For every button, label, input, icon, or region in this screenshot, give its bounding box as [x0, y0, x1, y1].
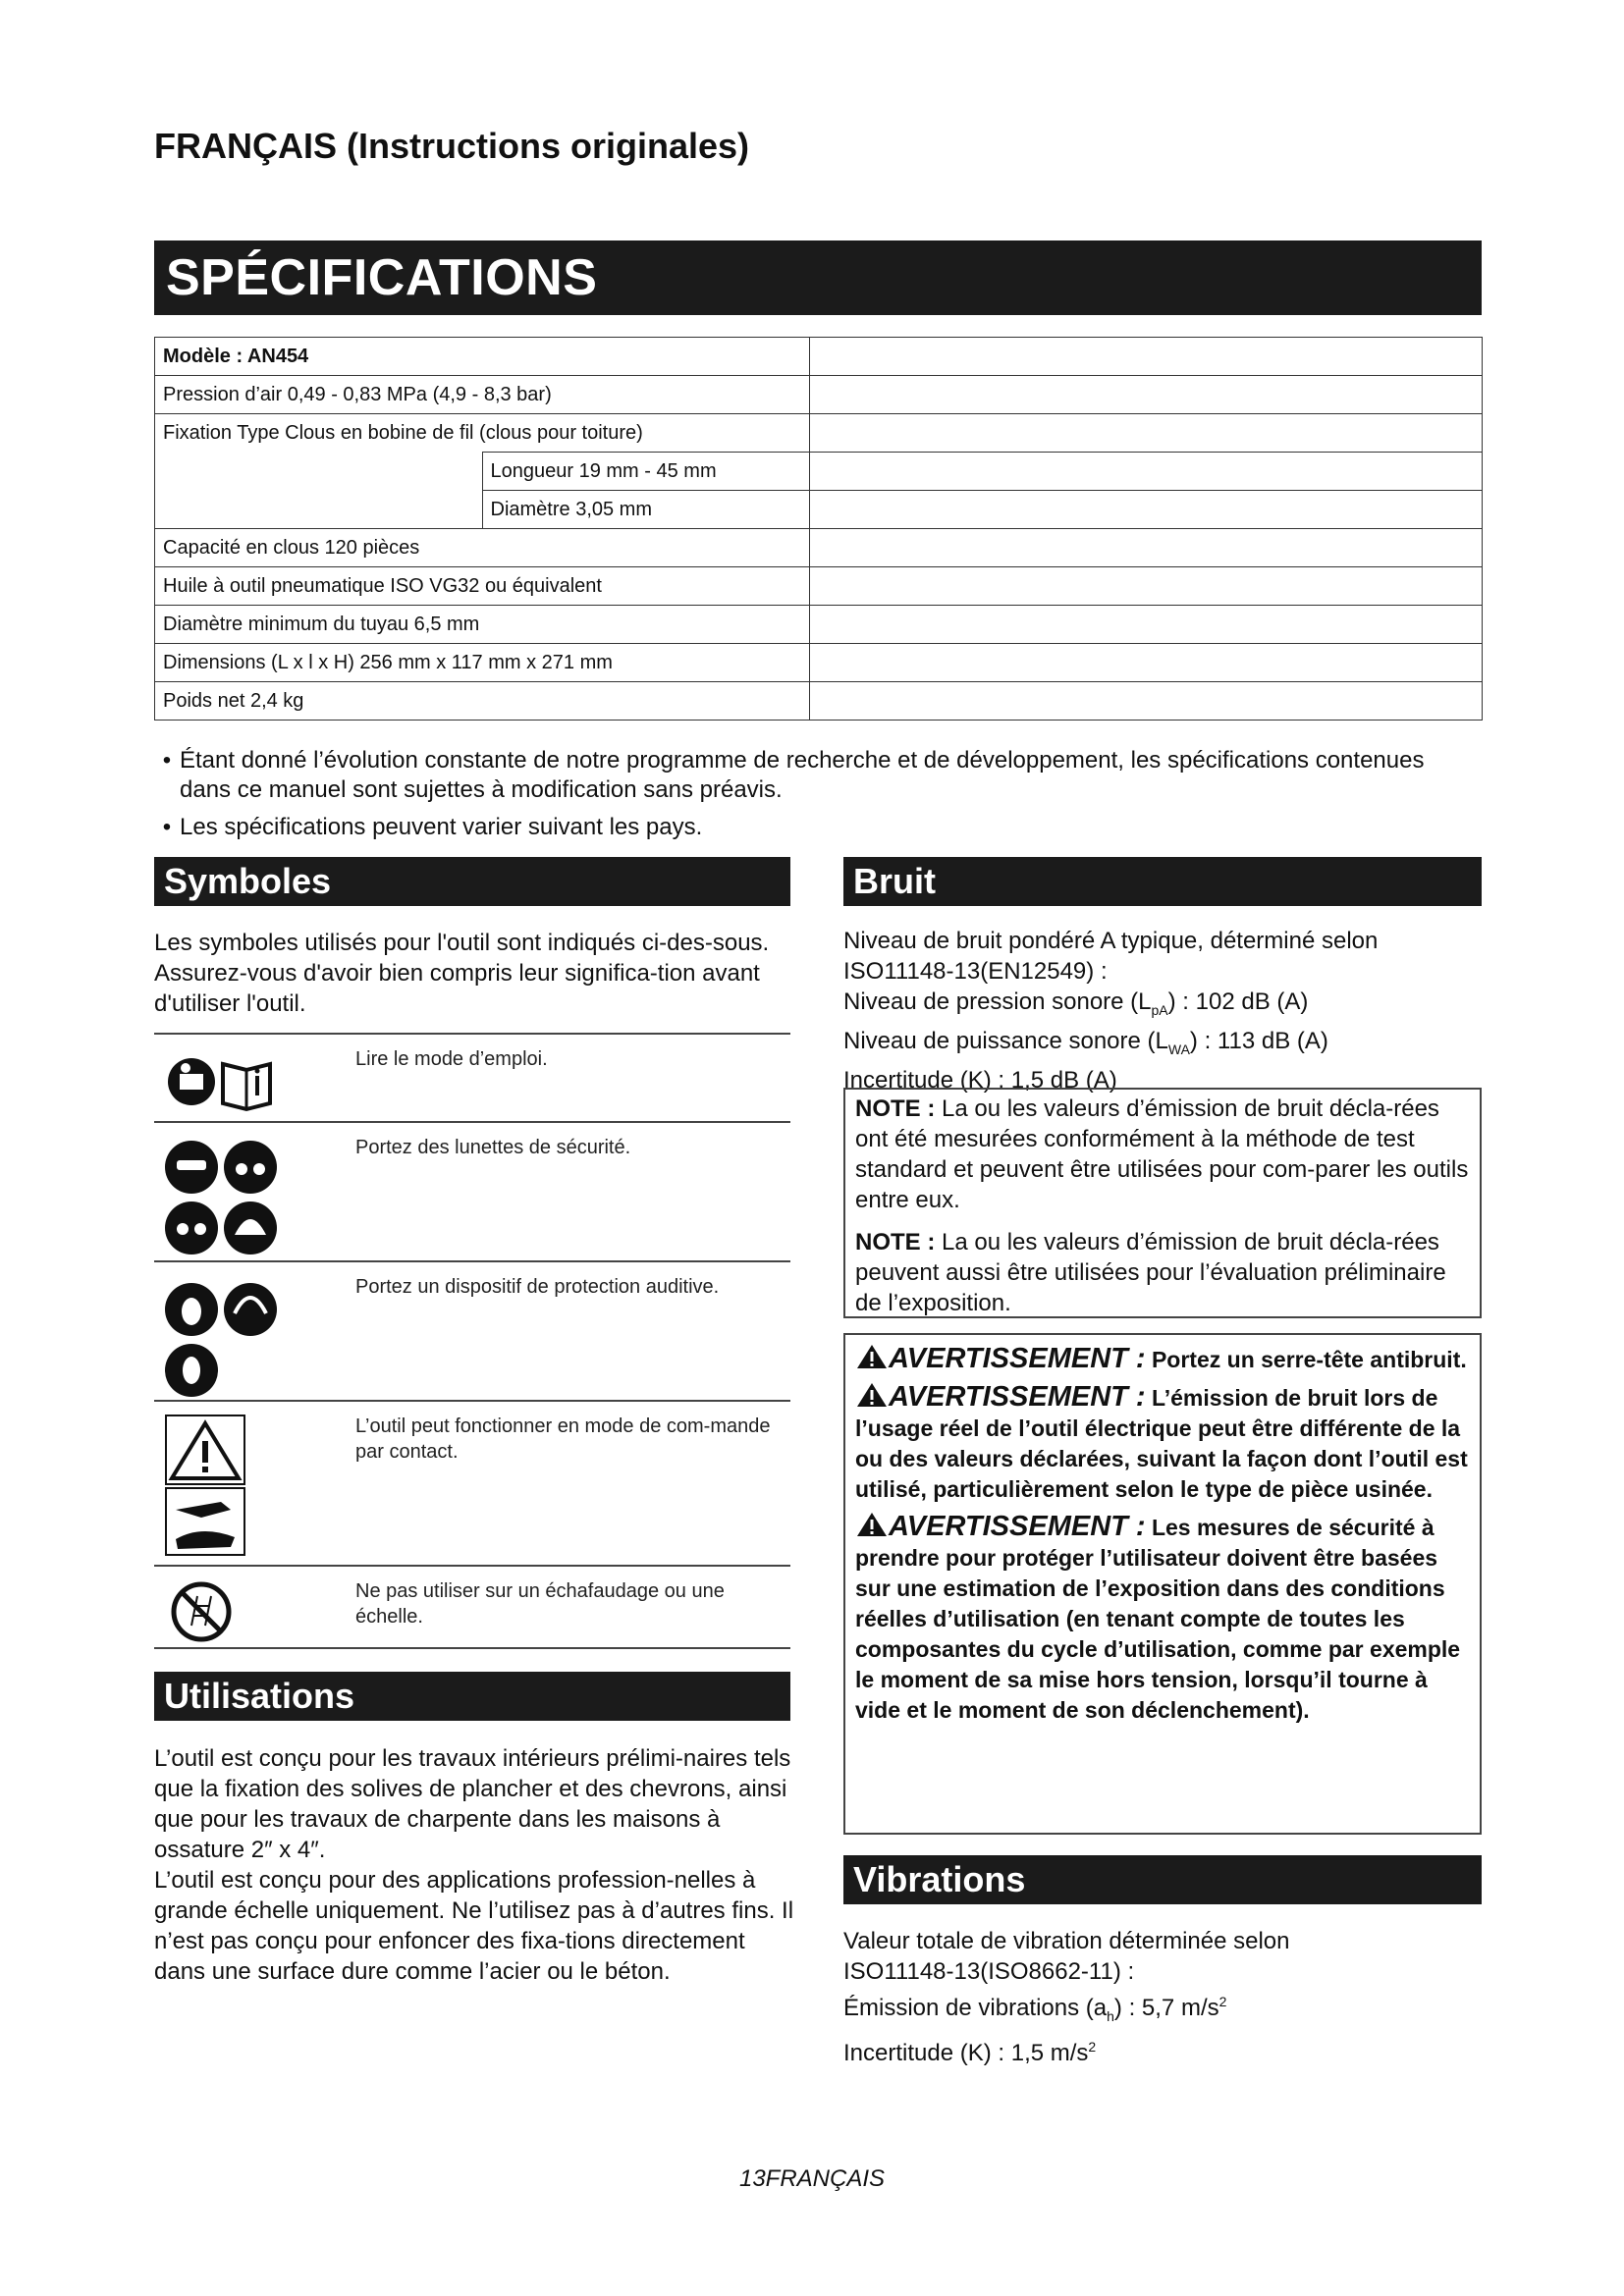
empty-cell [810, 529, 1483, 567]
earmuff-icon [224, 1283, 277, 1336]
empty-cell [810, 453, 1483, 491]
vibration-line: ISO11148-13(ISO8662-11) : [843, 1958, 1135, 1985]
empty-cell [810, 567, 1483, 606]
warning-paragraph: AVERTISSEMENT : L’émission de bruit lors de l’usage réel de l’outil électrique peut être différente de la ou des valeurs déclarées, suivant la façon dont l’outil est utilisé, particulièrement selon le type de pièce usinée. [855, 1381, 1468, 1502]
symbol-description: L’outil peut fonctionner en mode de com-mande par contact. [355, 1415, 771, 1463]
model-cell: Modèle : AN454 [155, 338, 810, 376]
goggles-icon [224, 1141, 277, 1194]
symbol-row [154, 1400, 790, 1567]
table-row [155, 414, 1483, 453]
spec-notes [154, 746, 1489, 850]
warning-triangle-icon [855, 1343, 889, 1370]
read-manual-icon [168, 1058, 215, 1105]
page-language-title: FRANÇAIS (Instructions originales) [154, 126, 750, 166]
warning-paragraph: AVERTISSEMENT : Les mesures de sécurité à prendre pour protéger l’utilisateur doivent être basées sur une estimation de l’exposition dans des conditions réelles d’utilisation (en tenant compte de toutes les composantes du cycle d’utilisation, comme par exemple le moment de sa mise hors tension, lorsqu’il tourne à vide et le moment de son déclenchement). [855, 1511, 1461, 1723]
page-number: 13FRANÇAIS [738, 2165, 886, 2192]
symbol-icons [162, 1576, 241, 1650]
specifications-banner: SPÉCIFICATIONS [154, 240, 1482, 315]
table-row [155, 682, 1483, 721]
specifications-table [154, 337, 1483, 721]
face-shield-icon [165, 1141, 218, 1194]
bruit-line: Niveau de puissance sonore $(L_{WA})$ : 113 dB (A) [843, 1027, 1328, 1057]
symbol-description: Ne pas utiliser sur un échafaudage ou une échelle. [355, 1580, 725, 1628]
bruit-values [843, 926, 1491, 1095]
table-row [155, 491, 1483, 529]
warning-triangle-icon [855, 1511, 889, 1538]
no-ladder-icon [174, 1584, 229, 1639]
symbol-row [154, 1260, 790, 1402]
symbol-icons [162, 1412, 260, 1564]
bruit-line: ISO11148-13(EN12549) : [843, 958, 1108, 985]
table-row [155, 338, 1483, 376]
spec-subcell: Diamètre 3,05 mm [482, 491, 810, 529]
warning-paragraph: AVERTISSEMENT : Portez un serre-tête antibruit. [855, 1343, 1470, 1375]
bruit-line: Niveau de bruit pondéré A typique, déterminé selon [843, 928, 1379, 954]
symbol-row [154, 1121, 790, 1262]
symbol-description: Portez des lunettes de sécurité. [355, 1137, 631, 1158]
note-paragraph: NOTE : La ou les valeurs d’émission de bruit décla-rées peuvent aussi être utilisées pour l’évaluation préliminaire de l’exposition. [855, 1229, 1446, 1316]
empty-cell [810, 414, 1483, 453]
symboles-banner: Symboles [154, 857, 790, 906]
symbol-description: Portez un dispositif de protection auditive. [355, 1276, 720, 1298]
empty-cell [810, 606, 1483, 644]
info-book-icon [223, 1064, 270, 1109]
list-item [154, 746, 1489, 805]
spec-cell: Capacité en clous 120 pièces [155, 529, 810, 567]
table-row [155, 529, 1483, 567]
helmet-icon [224, 1201, 277, 1255]
empty-cell [810, 682, 1483, 721]
symbol-row [154, 1033, 790, 1123]
bruit-line: Incertitude (K) : 1,5 dB (A) [843, 1066, 1117, 1094]
spec-cell: Pression d’air 0,49 - 0,83 MPa (4,9 - 8,3 bar) [155, 376, 810, 414]
spec-cell-spacer [155, 453, 483, 491]
spec-cell: Diamètre minimum du tuyau 6,5 mm [155, 606, 810, 644]
list-item-text: Les spécifications peuvent varier suivant les pays. [180, 814, 703, 840]
vibration-line: Incertitude (K) : 1,5 $m/s^2$ [843, 2038, 1097, 2066]
utilisations-banner: Utilisations [154, 1672, 790, 1721]
empty-cell [810, 644, 1483, 682]
table-row [155, 644, 1483, 682]
spec-subcell: Longueur 19 mm - 45 mm [482, 453, 810, 491]
bruit-banner: Bruit [843, 857, 1482, 906]
symbol-icons [162, 1044, 309, 1118]
spec-cell: Huile à outil pneumatique ISO VG32 ou équivalent [155, 567, 810, 606]
empty-cell [810, 338, 1483, 376]
bullet-icon: • [162, 814, 172, 840]
list-item-text: Étant donné l’évolution constante de notre programme de recherche et de développement, les spécifications contenues dans ce manuel sont sujettes à modification sans préavis. [180, 747, 1425, 803]
utilisations-text: L’outil est conçu pour les travaux intérieurs prélimi-naires tels que la fixation des solives de plancher et des chevrons, ainsi que pour les travaux de charpente dans les maisons à ossature 2″ x 4″. L’outil est conçu pour des applications profession-nelles à grande échelle uniquement. Ne l’utilisez pas à d’autres fins. Il n’est pas conçu pour enfoncer des fixa-tions directement dans une surface dure comme l’acier ou le béton. [154, 1745, 794, 1985]
warning-box [843, 1333, 1482, 1835]
vibration-line: Émission de vibrations $(a_h)$ : 5,7 $m/s^2$ [843, 1994, 1227, 2024]
warning-triangle-icon [855, 1381, 889, 1409]
table-row [155, 376, 1483, 414]
spec-cell-spacer [155, 491, 483, 529]
table-row [155, 606, 1483, 644]
vibrations-banner: Vibrations [843, 1855, 1482, 1904]
spec-cell: Dimensions (L x l x H) 256 mm x 117 mm x 271 mm [155, 644, 810, 682]
symbol-icons [162, 1272, 299, 1405]
symbol-icons [162, 1133, 299, 1265]
safety-glasses-icon [165, 1201, 218, 1255]
warning-triangle-icon [166, 1415, 244, 1484]
note-box [843, 1088, 1482, 1318]
list-item [154, 813, 1489, 842]
table-row [155, 567, 1483, 606]
note-paragraph: NOTE : La ou les valeurs d’émission de bruit décla-rées ont été mesurées conformément à la méthode de test standard et peuvent être utilisées pour com-parer les outils entre eux. [855, 1095, 1469, 1213]
ear-icon [165, 1344, 218, 1397]
bruit-line: Niveau de pression sonore $(L_{pA})$ : 102 dB (A) [843, 988, 1309, 1018]
ear-protection-icon [165, 1283, 218, 1336]
spec-cell: Poids net 2,4 kg [155, 682, 810, 721]
nailer-hand-icon [166, 1488, 244, 1555]
symbol-row [154, 1565, 790, 1649]
empty-cell [810, 376, 1483, 414]
vibrations-values [843, 1926, 1491, 2068]
symbol-description: Lire le mode d’emploi. [355, 1048, 548, 1070]
bullet-icon: • [162, 747, 172, 774]
spec-cell: Fixation Type Clous en bobine de fil (clous pour toiture) [155, 414, 810, 453]
vibration-line: Valeur totale de vibration déterminée selon [843, 1928, 1290, 1954]
symboles-intro: Les symboles utilisés pour l'outil sont indiqués ci-des-sous. Assurez-vous d'avoir bien compris leur significa-tion avant d'utiliser l'outil. [154, 930, 770, 1017]
empty-cell [810, 491, 1483, 529]
table-row [155, 453, 1483, 491]
